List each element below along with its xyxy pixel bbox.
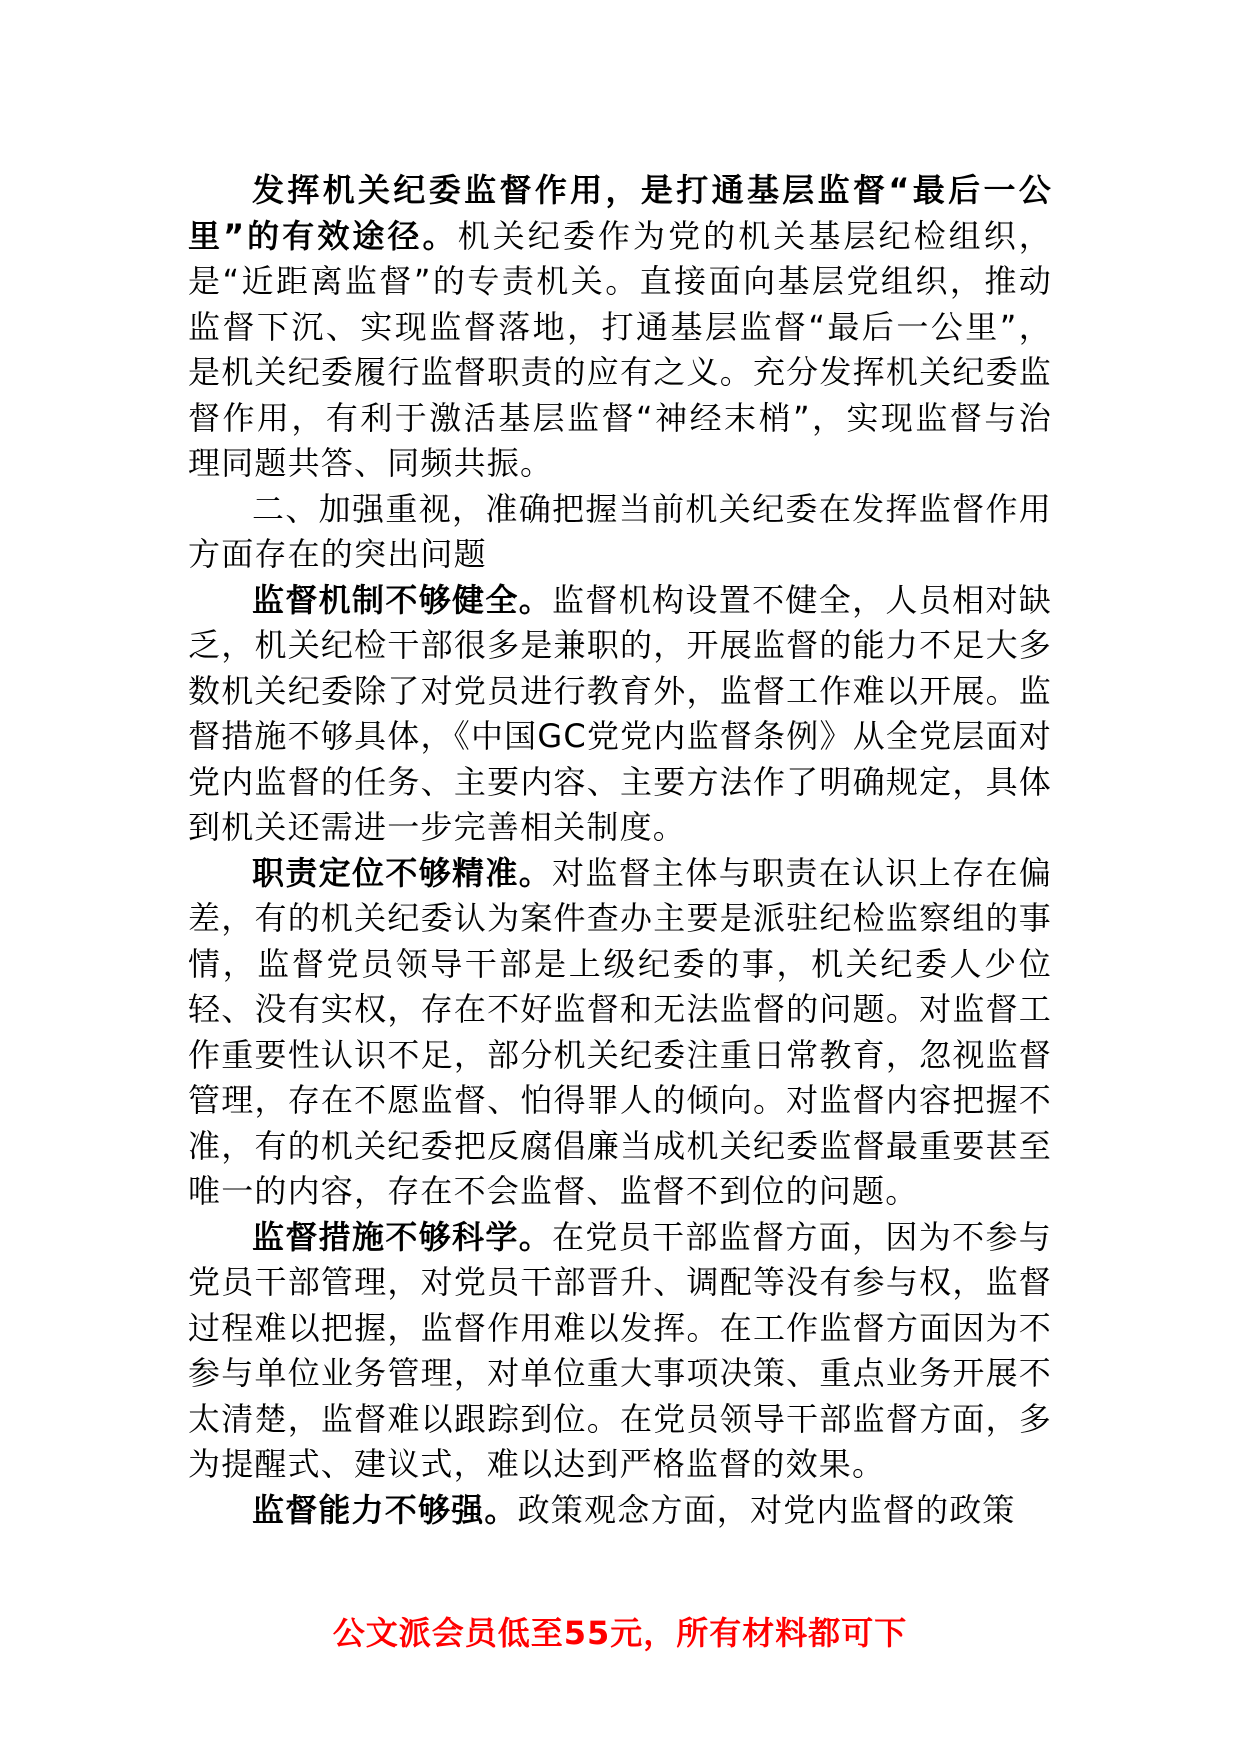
paragraph-text: 二、加强重视，准确把握当前机关纪委在发挥监督作用方面存在的突出问题 bbox=[188, 489, 1052, 573]
document-body bbox=[188, 168, 1052, 1533]
paragraph-text: 政策观念方面，对党内监督的政策 bbox=[517, 1490, 1016, 1529]
paragraph-lead: 监督措施不够科学。 bbox=[252, 1217, 553, 1256]
paragraph-lead: 发挥机关纪委监督作用，是打通基层监督“最后一公里”的有效途径。 bbox=[188, 171, 1052, 255]
paragraph-text: 在党员干部监督方面，因为不参与党员干部管理，对党员干部晋升、调配等没有参与权，监督过程难以把握，监督作用难以发挥。在工作监督方面因为不参与单位业务管理，对单位重大事项决策、重点业务开展不太清楚，监督难以跟踪到位。在党员领导干部监督方面，多为提醒式、建议式，难以达到严格监督的效果。 bbox=[188, 1217, 1052, 1483]
paragraph bbox=[188, 168, 1052, 487]
paragraph-lead: 监督机制不够健全。 bbox=[252, 580, 553, 619]
paragraph-lead: 监督能力不够强。 bbox=[252, 1490, 518, 1529]
paragraph-lead: 职责定位不够精准。 bbox=[252, 853, 553, 892]
paragraph-text: 机关纪委作为党的机关基层纪检组织，是“近距离监督”的专责机关。直接面向基层党组织，推动监督下沉、实现监督落地，打通基层监督“最后一公里”，是机关纪委履行监督职责的应有之义。充分发挥机关纪委监督作用，有利于激活基层监督“神经末梢”，实现监督与治理同题共答、同频共振。 bbox=[188, 216, 1052, 482]
paragraph bbox=[188, 1215, 1052, 1488]
paragraph bbox=[188, 851, 1052, 1215]
paragraph bbox=[188, 578, 1052, 851]
paragraph bbox=[188, 1488, 1052, 1534]
promo-footer: 公文派会员低至55元，所有材料都可下 bbox=[332, 1614, 908, 1652]
paragraph-text: 监督机构设置不健全，人员相对缺乏，机关纪检干部很多是兼职的，开展监督的能力不足大多数机关纪委除了对党员进行教育外，监督工作难以开展。监督措施不够具体，《中国GC党党内监督条例》从全党层面对党内监督的任务、主要内容、主要方法作了明确规定，具体到机关还需进一步完善相关制度。 bbox=[188, 580, 1052, 846]
paragraph-text: 对监督主体与职责在认识上存在偏差，有的机关纪委认为案件查办主要是派驻纪检监察组的事情，监督党员领导干部是上级纪委的事，机关纪委人少位轻、没有实权，存在不好监督和无法监督的问题。对监督工作重要性认识不足，部分机关纪委注重日常教育，忽视监督管理，存在不愿监督、怕得罪人的倾向。对监督内容把握不准，有的机关纪委把反腐倡廉当成机关纪委监督最重要甚至唯一的内容，存在不会监督、监督不到位的问题。 bbox=[188, 853, 1052, 1210]
section-heading bbox=[188, 487, 1052, 578]
